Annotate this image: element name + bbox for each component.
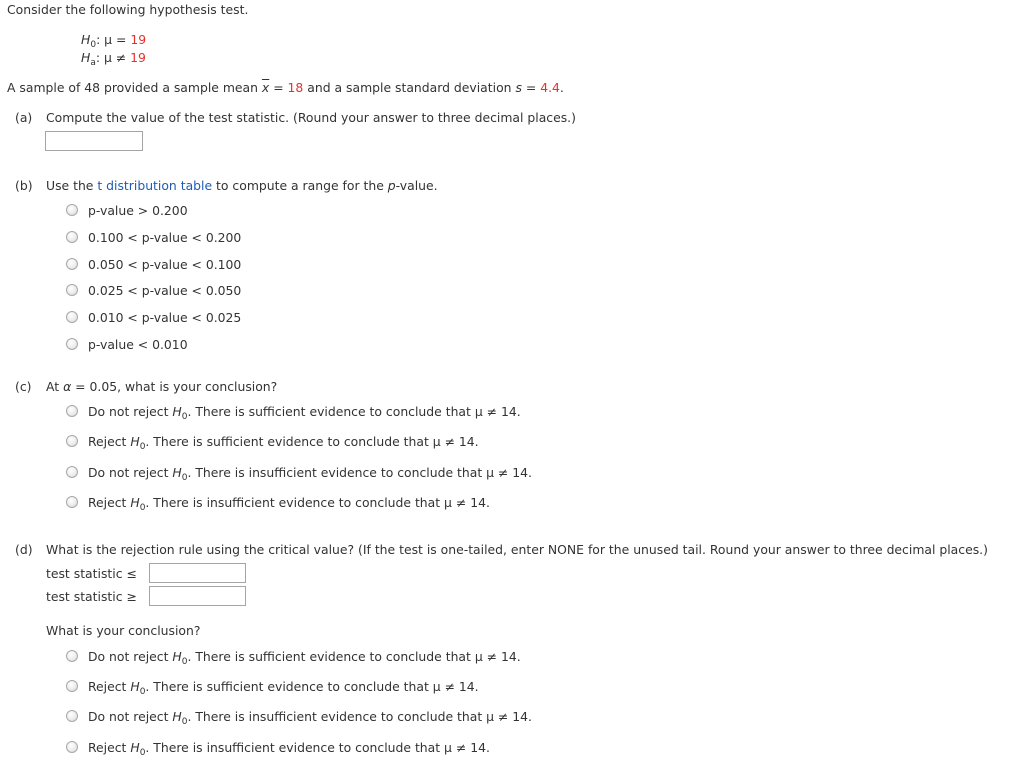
radio-b-option-5[interactable] [66,311,78,323]
b-option-label: 0.025 < p-value < 0.050 [88,283,242,298]
test-statistic-input[interactable] [45,131,143,151]
lower-critical-input[interactable] [149,563,246,583]
d-option-label: Reject $H_0$. There is insufficient evidence to conclude that μ ≠ 14. [88,740,490,758]
sample-description: A sample of 48 provided a sample mean $\overline{x} = 18$ and a sample standard deviation s = 4.4. [7,80,564,95]
t-distribution-table-link[interactable]: t distribution table [97,178,213,193]
null-hypothesis: $H_0$: μ = 19 [81,32,147,50]
ha-value: 19 [130,50,146,65]
radio-b-option-1[interactable] [66,204,78,216]
part-a-label: (a) [15,110,33,125]
radio-b-option-2[interactable] [66,231,78,243]
rejection-row-upper-label: test statistic ≥ [46,589,137,604]
part-b-prompt: Use the t distribution table to compute a range for the p-value. [46,178,438,193]
part-d-conclusion-prompt: What is your conclusion? [46,623,201,638]
c-option-label: Do not reject $H_0$. There is insufficient evidence to conclude that μ ≠ 14. [88,465,532,483]
b-option-label: p-value < 0.010 [88,337,188,352]
part-b-label: (b) [15,178,33,193]
radio-b-option-6[interactable] [66,338,78,350]
b-option-label: 0.100 < p-value < 0.200 [88,230,242,245]
radio-d-option-4[interactable] [66,741,78,753]
radio-d-option-1[interactable] [66,650,78,662]
intro-text: Consider the following hypothesis test. [7,2,249,17]
radio-c-option-1[interactable] [66,405,78,417]
part-d-label: (d) [15,542,33,557]
b-option-label: 0.010 < p-value < 0.025 [88,310,242,325]
sample-sd-value: 4.4 [540,80,560,95]
radio-d-option-3[interactable] [66,710,78,722]
b-option-label: 0.050 < p-value < 0.100 [88,257,242,272]
part-d-prompt: What is the rejection rule using the critical value? (If the test is one-tailed, enter NONE for the unused tail. Round your answer to three decimal places.) [46,542,988,557]
part-c-prompt: At α = 0.05, what is your conclusion? [46,379,278,394]
d-option-label: Do not reject $H_0$. There is sufficient evidence to conclude that μ ≠ 14. [88,649,521,667]
b-option-label: p-value > 0.200 [88,203,188,218]
part-a-prompt: Compute the value of the test statistic. (Round your answer to three decimal places.) [46,110,576,125]
h0-value: 19 [130,32,147,47]
upper-critical-input[interactable] [149,586,246,606]
radio-c-option-2[interactable] [66,435,78,447]
radio-c-option-3[interactable] [66,466,78,478]
d-option-label: Do not reject $H_0$. There is insufficient evidence to conclude that μ ≠ 14. [88,709,532,727]
radio-b-option-3[interactable] [66,258,78,270]
part-c-label: (c) [15,379,32,394]
c-option-label: Reject $H_0$. There is sufficient evidence to conclude that μ ≠ 14. [88,434,479,452]
c-option-label: Reject $H_0$. There is insufficient evidence to conclude that μ ≠ 14. [88,495,490,513]
c-option-label: Do not reject $H_0$. There is sufficient evidence to conclude that μ ≠ 14. [88,404,521,422]
d-option-label: Reject $H_0$. There is sufficient evidence to conclude that μ ≠ 14. [88,679,479,697]
radio-b-option-4[interactable] [66,284,78,296]
rejection-row-lower-label: test statistic ≤ [46,566,137,581]
radio-c-option-4[interactable] [66,496,78,508]
alternative-hypothesis: $H_a$: μ ≠ 19 [81,50,146,68]
sample-mean-value: 18 [287,80,304,95]
radio-d-option-2[interactable] [66,680,78,692]
